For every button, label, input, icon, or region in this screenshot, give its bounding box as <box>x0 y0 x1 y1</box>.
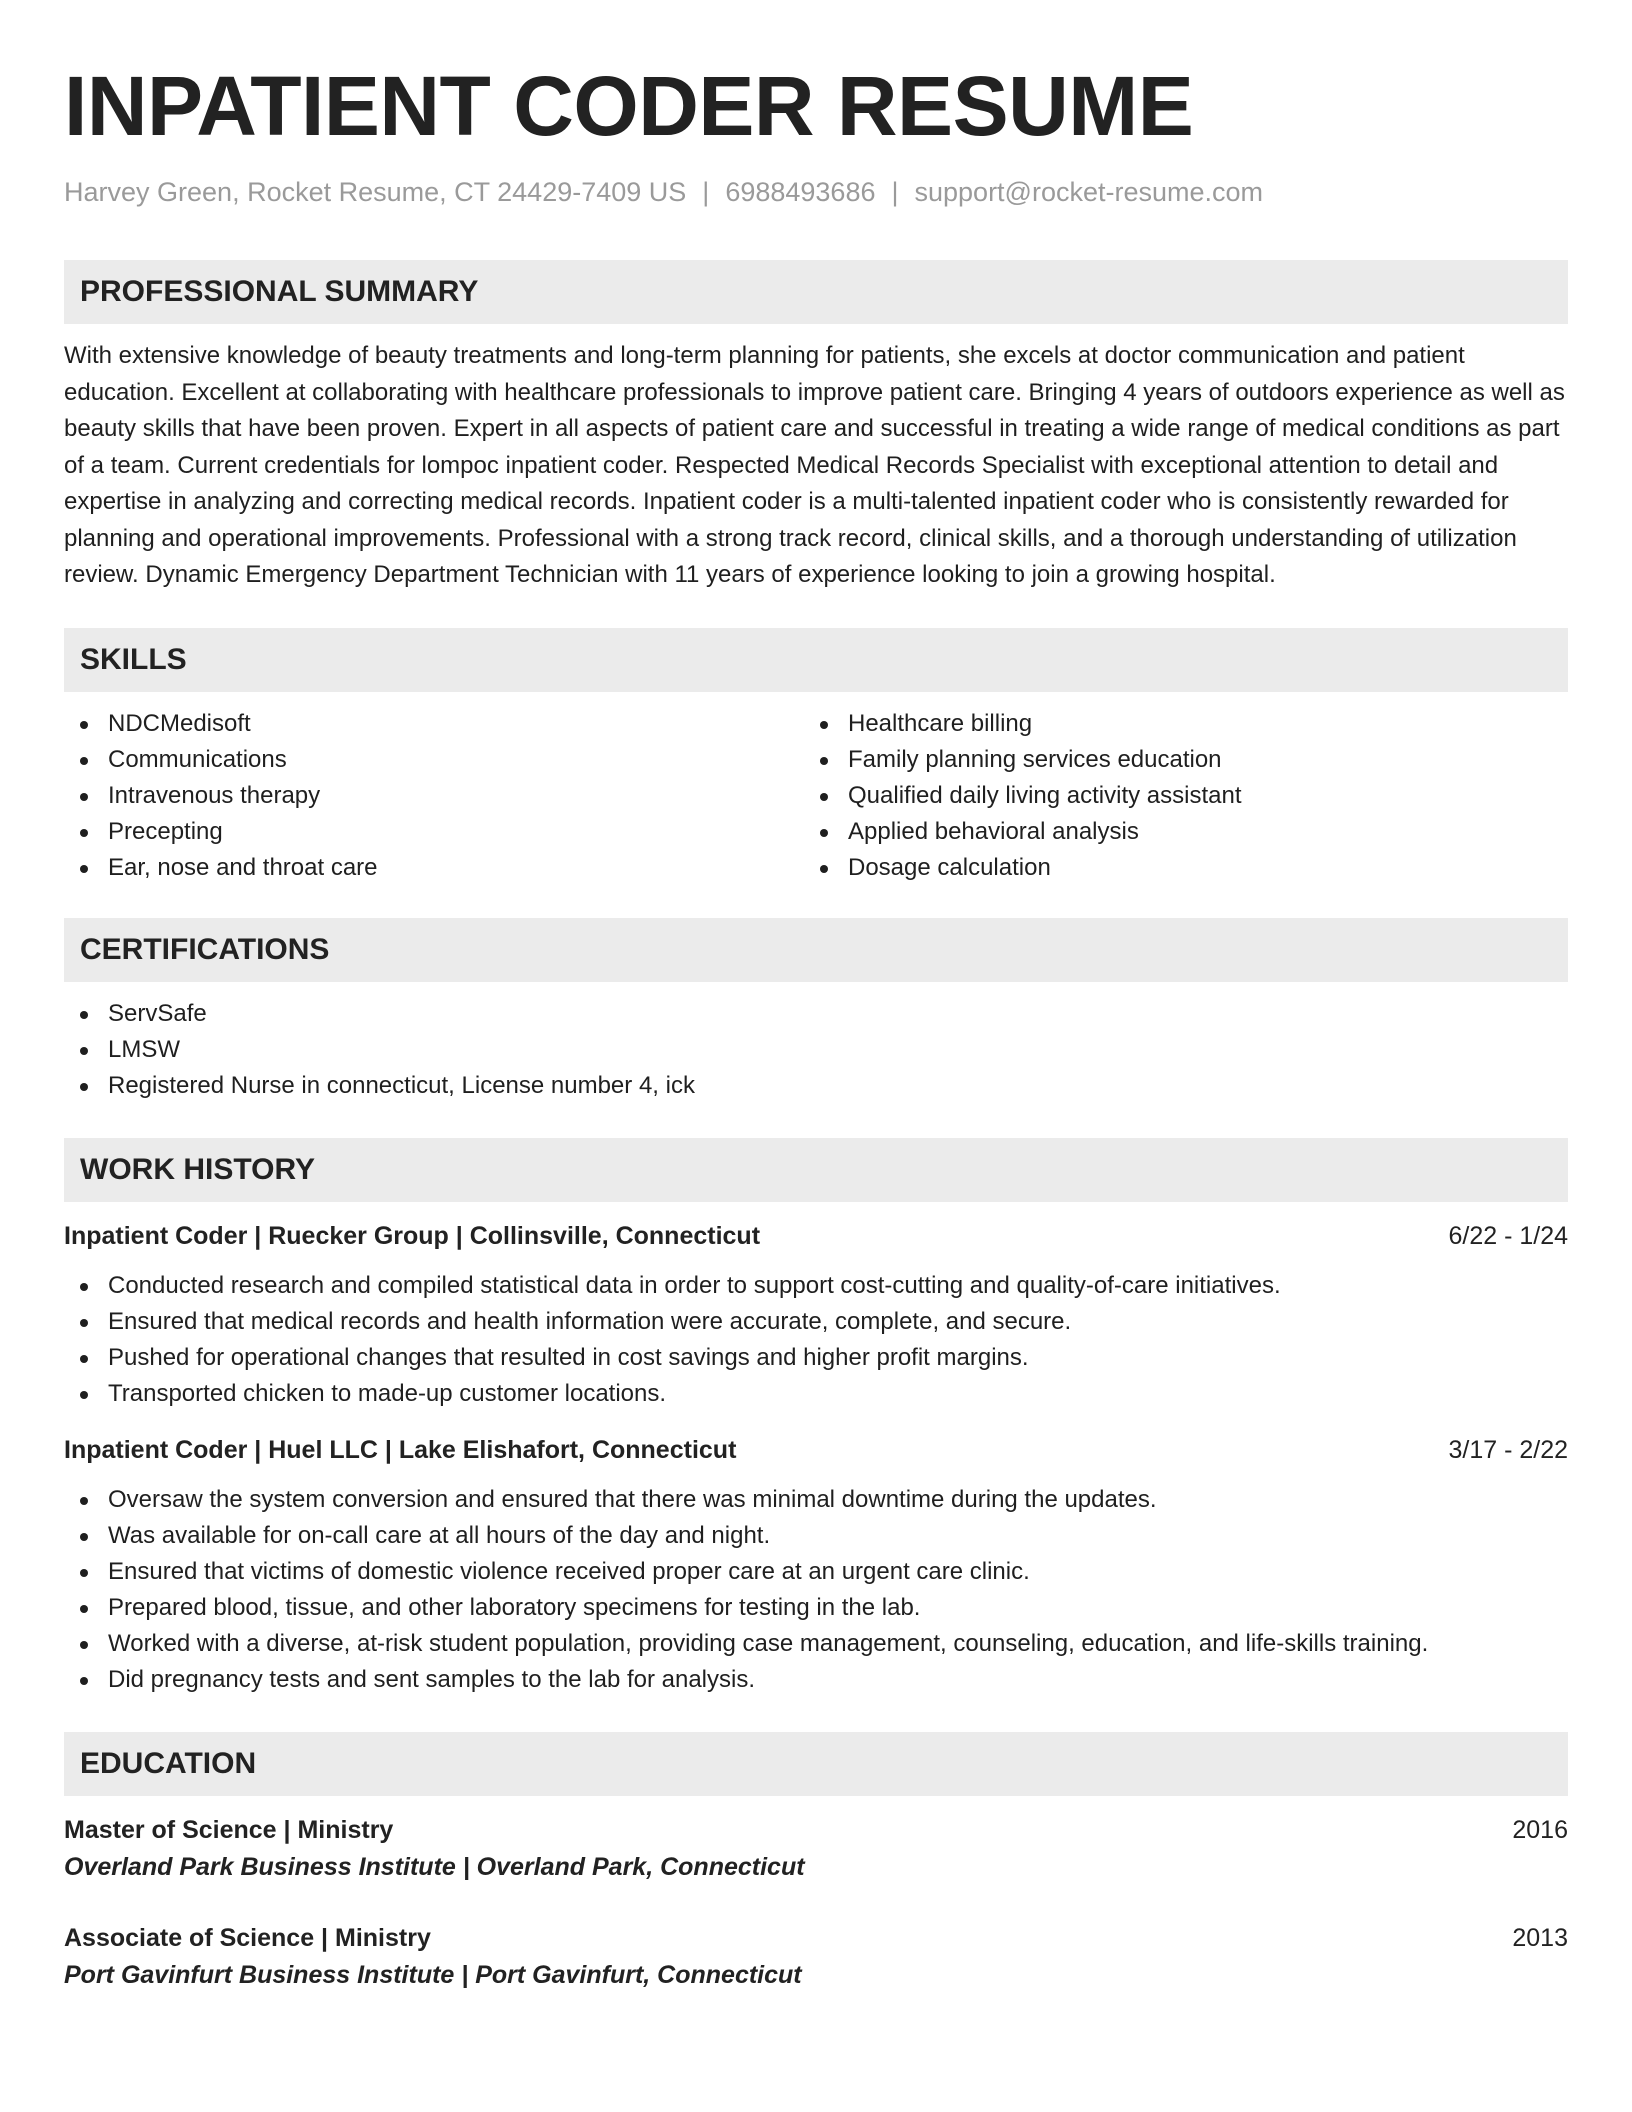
list-item: Healthcare billing <box>848 706 1544 742</box>
certifications-list <box>64 996 1568 1104</box>
contact-separator: | <box>891 177 899 207</box>
section-header-education: EDUCATION <box>64 1732 1568 1796</box>
job-title: Inpatient Coder | Huel LLC | Lake Elishafort, Connecticut <box>64 1435 737 1464</box>
section-header-skills: SKILLS <box>64 628 1568 692</box>
list-item: Prepared blood, tissue, and other laboratory specimens for testing in the lab. <box>108 1590 1568 1626</box>
list-item: Ensured that medical records and health information were accurate, complete, and secure. <box>108 1304 1568 1340</box>
job-entry <box>64 1432 1568 1698</box>
contact-line <box>64 174 1568 210</box>
list-item: Was available for on-call care at all hours of the day and night. <box>108 1518 1568 1554</box>
list-item: Conducted research and compiled statistical data in order to support cost-cutting and quality-of-care initiatives. <box>108 1268 1568 1304</box>
contact-phone: 6988493686 <box>725 177 876 207</box>
list-item: Dosage calculation <box>848 850 1544 886</box>
education-entry <box>64 1920 1568 1994</box>
job-header <box>64 1432 1568 1468</box>
list-item: Intravenous therapy <box>108 778 804 814</box>
education-header <box>64 1920 1568 1956</box>
job-bullets <box>64 1482 1568 1698</box>
list-item: LMSW <box>108 1032 1568 1068</box>
job-dates: 6/22 - 1/24 <box>1448 1221 1568 1250</box>
list-item: Qualified daily living activity assistant <box>848 778 1544 814</box>
list-item: Did pregnancy tests and sent samples to the lab for analysis. <box>108 1662 1568 1698</box>
education-year: 2013 <box>1512 1923 1568 1952</box>
job-entry <box>64 1218 1568 1412</box>
skills-column-right <box>804 706 1544 886</box>
list-item: Worked with a diverse, at-risk student population, providing case management, counseling, education, and life-skills training. <box>108 1626 1568 1662</box>
list-item: Ear, nose and throat care <box>108 850 804 886</box>
job-header <box>64 1218 1568 1254</box>
education-degree: Master of Science | Ministry <box>64 1815 394 1844</box>
list-item: NDCMedisoft <box>108 706 804 742</box>
section-header-work-history: WORK HISTORY <box>64 1138 1568 1202</box>
job-dates: 3/17 - 2/22 <box>1448 1435 1568 1464</box>
education-year: 2016 <box>1512 1815 1568 1844</box>
section-header-certifications: CERTIFICATIONS <box>64 918 1568 982</box>
list-item: Oversaw the system conversion and ensured that there was minimal downtime during the updates. <box>108 1482 1568 1518</box>
education-school: Port Gavinfurt Business Institute | Port Gavinfurt, Connecticut <box>64 1960 802 1989</box>
job-title: Inpatient Coder | Ruecker Group | Collinsville, Connecticut <box>64 1221 761 1250</box>
list-item: ServSafe <box>108 996 1568 1032</box>
contact-email: support@rocket-resume.com <box>914 177 1264 207</box>
education-header <box>64 1812 1568 1848</box>
list-item: Transported chicken to made-up customer locations. <box>108 1376 1568 1412</box>
resume-title: INPATIENT CODER RESUME <box>64 59 1194 153</box>
list-item: Family planning services education <box>848 742 1544 778</box>
education-school: Overland Park Business Institute | Overland Park, Connecticut <box>64 1852 805 1881</box>
job-bullets <box>64 1268 1568 1412</box>
skills-list-right <box>804 706 1544 886</box>
skills-list-left <box>64 706 804 886</box>
section-header-summary: PROFESSIONAL SUMMARY <box>64 260 1568 324</box>
list-item: Pushed for operational changes that resulted in cost savings and higher profit margins. <box>108 1340 1568 1376</box>
skills-grid <box>64 706 1568 886</box>
list-item: Registered Nurse in connecticut, License number 4, ick <box>108 1068 1568 1104</box>
summary-text: With extensive knowledge of beauty treatments and long-term planning for patients, she excels at doctor communication and patient education. Excellent at collaborating with healthcare professionals to improve patient care. Bringing 4 years of outdoors experience as well as beauty skills that have been proven. Expert in all aspects of patient care and successful in treating a wide range of medical conditions as part of a team. Current credentials for lompoc inpatient coder. Respected Medical Records Specialist with exceptional attention to detail and expertise in analyzing and correcting medical records. Inpatient coder is a multi-talented inpatient coder who is consistently rewarded for planning and operational improvements. Professional with a strong track record, clinical skills, and a thorough understanding of utilization review. Dynamic Emergency Department Technician with 11 years of experience looking to join a growing hospital. <box>64 342 1565 588</box>
education-entry <box>64 1812 1568 1886</box>
list-item: Communications <box>108 742 804 778</box>
contact-separator: | <box>702 177 710 207</box>
skills-column-left <box>64 706 804 886</box>
contact-address: Harvey Green, Rocket Resume, CT 24429-7409 US <box>64 177 687 207</box>
list-item: Precepting <box>108 814 804 850</box>
education-degree: Associate of Science | Ministry <box>64 1923 431 1952</box>
list-item: Applied behavioral analysis <box>848 814 1544 850</box>
list-item: Ensured that victims of domestic violence received proper care at an urgent care clinic. <box>108 1554 1568 1590</box>
